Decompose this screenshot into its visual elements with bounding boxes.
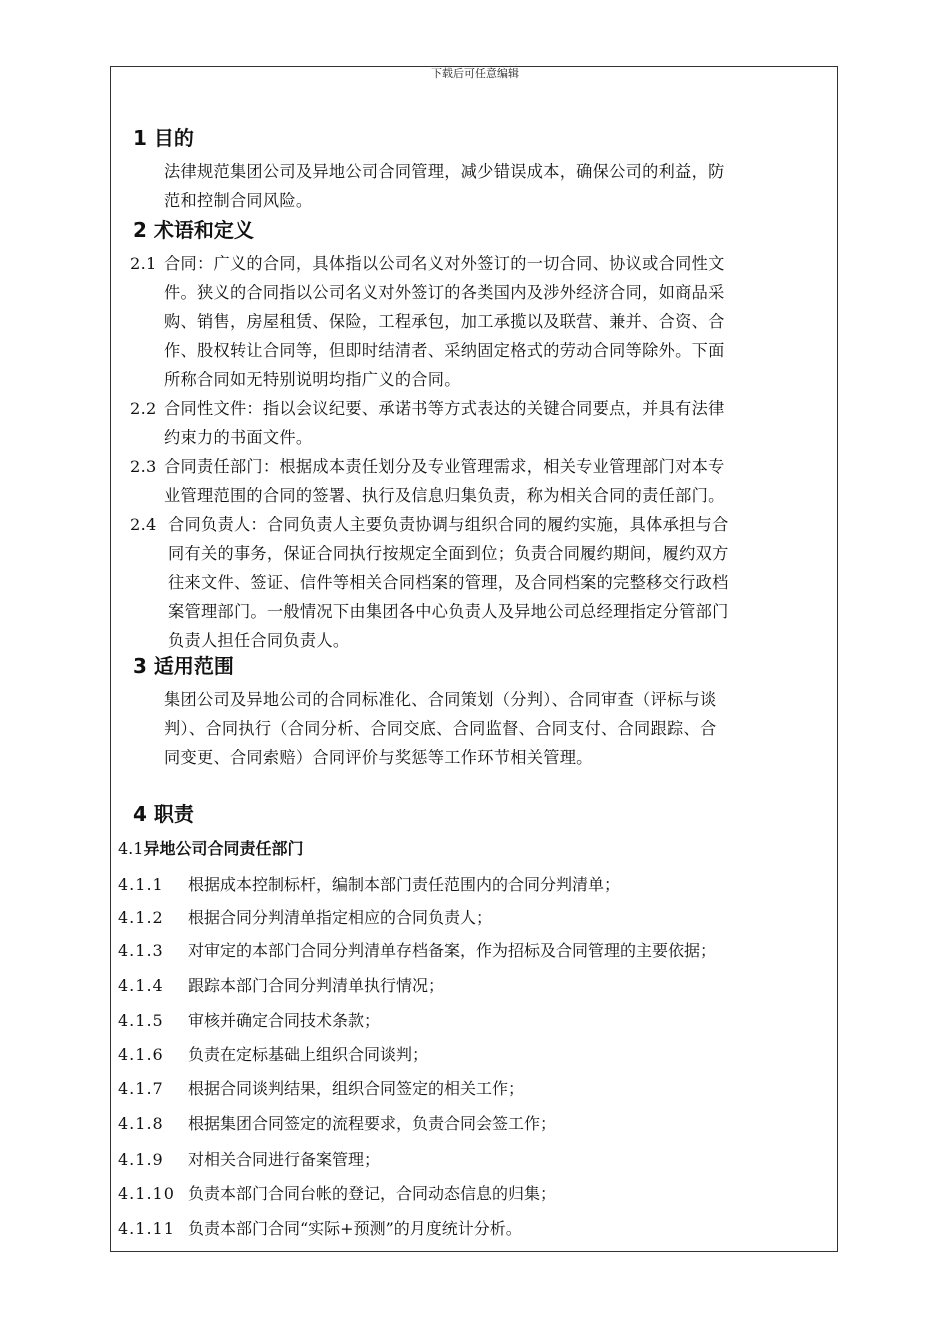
duty-item: 4.1.4 跟踪本部门合同分判清单执行情况；	[118, 976, 445, 995]
section-2-heading: 2 术语和定义	[133, 218, 254, 242]
section-3-line-3: 同变更、合同索赔）合同评价与奖惩等工作环节相关管理。	[164, 748, 593, 767]
def-2-4-line-5: 负责人担任合同负责人。	[168, 631, 350, 650]
def-2-4-line-1: 合同负责人：合同负责人主要负责协调与组织合同的履约实施，具体承担与合	[168, 515, 729, 534]
section-1-heading: 1 目的	[133, 126, 194, 150]
def-2-4-line-3: 往来文件、签证、信件等相关合同档案的管理，及合同档案的完整移交行政档	[168, 573, 729, 592]
section-3-heading: 3 适用范围	[133, 654, 234, 678]
def-2-3-line-2: 业管理范围的合同的签署、执行及信息归集负责，称为相关合同的责任部门。	[164, 486, 725, 505]
section-1-line-2: 范和控制合同风险。	[164, 191, 313, 210]
def-2-1-line-1: 合同：广义的合同，具体指以公司名义对外签订的一切合同、协议或合同性文	[164, 254, 725, 273]
def-2-2-line-1: 合同性文件：指以会议纪要、承诺书等方式表达的关键合同要点，并具有法律	[164, 399, 725, 418]
def-2-4-line-4: 案管理部门。一般情况下由集团各中心负责人及异地公司总经理指定分管部门	[168, 602, 729, 621]
duty-item: 4.1.5 审核并确定合同技术条款；	[118, 1011, 381, 1030]
def-2-1-line-5: 所称合同如无特别说明均指广义的合同。	[164, 370, 461, 389]
def-2-2-line-2: 约束力的书面文件。	[164, 428, 313, 447]
duty-item: 4.1.7 根据合同谈判结果，组织合同签定的相关工作；	[118, 1079, 525, 1098]
duty-item: 4.1.11 负责本部门合同“实际+预测”的月度统计分析。	[118, 1219, 522, 1238]
duty-item: 4.1.8 根据集团合同签定的流程要求，负责合同会签工作；	[118, 1114, 557, 1133]
duty-item: 4.1.10 负责本部门合同台帐的登记，合同动态信息的归集；	[118, 1184, 557, 1203]
subsection-4-1-heading	[118, 834, 303, 863]
duty-item: 4.1.2 根据合同分判清单指定相应的合同负责人；	[118, 908, 493, 927]
section-4-heading: 4 职责	[133, 802, 194, 826]
duty-item: 4.1.6 负责在定标基础上组织合同谈判；	[118, 1045, 429, 1064]
def-2-3-line-1: 合同责任部门：根据成本责任划分及专业管理需求，相关专业管理部门对本专	[164, 457, 725, 476]
subsection-4-1-number: 4.1	[118, 839, 144, 858]
section-1-line-1: 法律规范集团公司及异地公司合同管理，减少错误成本，确保公司的利益，防	[164, 162, 725, 181]
def-2-4-number: 2.4	[130, 515, 157, 534]
subsection-4-1-title: 异地公司合同责任部门	[143, 839, 304, 858]
def-2-3-number: 2.3	[130, 457, 157, 476]
def-2-2-number: 2.2	[130, 399, 157, 418]
duty-item: 4.1.9 对相关合同进行备案管理；	[118, 1150, 381, 1169]
header-note: 下载后可任意编辑	[431, 67, 519, 80]
def-2-1-line-2: 件。狭义的合同指以公司名义对外签订的各类国内及涉外经济合同，如商品采	[164, 283, 725, 302]
duty-item: 4.1.3 对审定的本部门合同分判清单存档备案，作为招标及合同管理的主要依据；	[118, 941, 717, 960]
section-3-line-1: 集团公司及异地公司的合同标准化、合同策划（分判）、合同审查（评标与谈	[164, 690, 717, 709]
def-2-1-line-4: 作、股权转让合同等，但即时结清者、采纳固定格式的劳动合同等除外。下面	[164, 341, 725, 360]
section-3-line-2: 判）、合同执行（合同分析、合同交底、合同监督、合同支付、合同跟踪、合	[164, 719, 717, 738]
def-2-1-number: 2.1	[130, 254, 157, 273]
def-2-1-line-3: 购、销售，房屋租赁、保险，工程承包，加工承揽以及联营、兼并、合资、合	[164, 312, 725, 331]
duty-item: 4.1.1 根据成本控制标杆，编制本部门责任范围内的合同分判清单；	[118, 875, 621, 894]
def-2-4-line-2: 同有关的事务，保证合同执行按规定全面到位；负责合同履约期间，履约双方	[168, 544, 729, 563]
